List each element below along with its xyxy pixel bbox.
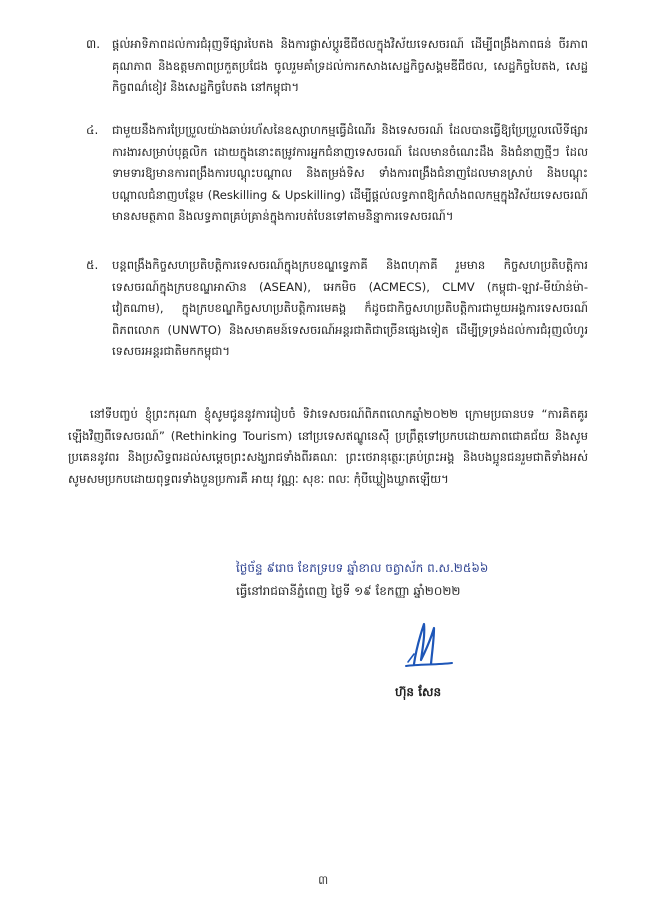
lunar-date: ថ្ងៃច័ន្ទ ៩រោច ខែភទ្របទ ឆ្នាំខាល ចត្វាស័ក ព.ស.២៥៦៦	[236, 561, 489, 575]
list-item-5	[88, 255, 588, 363]
list-item-number: ៤.	[86, 123, 99, 137]
list-item-number: ៥.	[86, 258, 99, 272]
list-item-3	[88, 34, 588, 99]
signature-image	[398, 620, 458, 670]
closing-paragraph: នៅទីបញ្ចប់ ខ្ញុំព្រះករុណា ខ្ញុំសូមជូននូវការរៀបចំ ទិវាទេសចរណ៍ពិភពលោកឆ្នាំ២០២២ ក្រោមប្រធានបទ “ការគិតគូរឡើងវិញពីទេសចរណ៍” (Rethinking Tourism) នៅប្រទេសឥណ្ឌូនេស៊ី ប្រព្រឹត្តទៅប្រកបដោយភាពជោគជ័យ និងសូមប្រគេននូវពរ និងប្រសិទ្ធពរដល់សម្ដេចព្រះសង្ឃរាជទាំងពីរគណៈ ព្រះថេរានុត្ថេរៈគ្រប់ព្រះអង្គ និងបងប្អូនជនរួមជាតិទាំងអស់ សូមសមប្រកបដោយពុទ្ធពរទាំងបួនប្រការគឺ អាយុ វណ្ណៈ សុខៈ ពលៈ កុំបីឃ្លៀងឃ្លាតឡើយ។	[68, 407, 588, 486]
list-item-text: បន្តពង្រឹងកិច្ចសហប្រតិបត្តិការទេសចរណ៍ក្នុងក្របខណ្ឌទ្វេភាគី និងពហុភាគី រួមមាន កិច្ចសហប្រតិបត្តិការទេសចរណ៍ក្នុងក្របខណ្ឌអាស៊ាន (ASEAN), អេកមិច (ACMECS), CLMV (កម្ពុជា-ឡាវ-មីយ៉ាន់ម៉ា-វៀតណាម), ក្នុងក្របខណ្ឌកិច្ចសហប្រតិបត្តិការមេគង្គ ក៏ដូចជាកិច្ចសហប្រតិបត្តិការជាមួយអង្គការទេសចរណ៍ពិភពលោក (UNWTO) និងសមាគមន៍ទេសចរណ៍អន្តរជាតិជាច្រើនផ្សេងទៀត ដើម្បីទ្រទ្រង់ដល់ការជំរុញលំហូរទេសចរអន្តរជាតិមកកម្ពុជា។	[112, 258, 588, 358]
page-number: ៣	[318, 873, 329, 887]
solar-date-place: ធ្វើនៅរាជធានីភ្នំពេញ ថ្ងៃទី ១៩ ខែកញ្ញា ឆ្នាំ២០២២	[236, 584, 461, 598]
list-item-4	[88, 120, 588, 228]
list-item-text: ផ្ដល់អាទិភាពដល់ការជំរុញទីផ្សារបៃតង និងការផ្លាស់ប្ដូរឌីជីថលក្នុងវិស័យទេសចរណ៍ ដើម្បីពង្រឹងភាពធន់ ចីរភាព គុណភាព និងឧត្ដមភាពប្រកួតប្រជែង ចូលរួមគាំទ្រដល់ការកសាងសេដ្ឋកិច្ចសង្គមឌីជីថល, សេដ្ឋកិច្ចបៃតង, សេដ្ឋកិច្ចពណ៌ខៀវ និងសេដ្ឋកិច្ចបែតង នៅកម្ពុជា។	[112, 37, 588, 94]
list-item-text: ជាមួយនឹងការប្រែប្រួលយ៉ាងឆាប់រហ័សនៃឧស្សាហកម្មធ្វើដំណើរ និងទេសចរណ៍ ដែលបានធ្វើឱ្យប្រែប្រួលលើទីផ្សារការងារសម្រាប់បុគ្គលិក ដោយក្នុងនោះតម្រូវការអ្នកជំនាញទេសចរណ៍ ដែលមានចំណេះដឹង និងជំនាញថ្មីៗ ដែលទាមទារឱ្យមានការពង្រឹងការបណ្ដុះបណ្ដាល និងតម្រង់ទិស ទាំងការពង្រឹងជំនាញដែលមានស្រាប់ និងបណ្ដុះបណ្ដាលជំនាញបន្ថែម (Reskilling & Upskilling) ដើម្បីផ្ដល់លទ្ធភាពឱ្យកំលាំងពលកម្មក្នុងវិស័យទេសចរណ៍មានសមត្ថភាព និងលទ្ធភាពគ្រប់គ្រាន់ក្នុងការបត់បែនទៅតាមនិន្នាការទេសចរណ៍។	[112, 123, 588, 223]
signer-name: ហ៊ុន សែន	[395, 685, 442, 699]
list-item-number: ៣.	[86, 37, 101, 51]
